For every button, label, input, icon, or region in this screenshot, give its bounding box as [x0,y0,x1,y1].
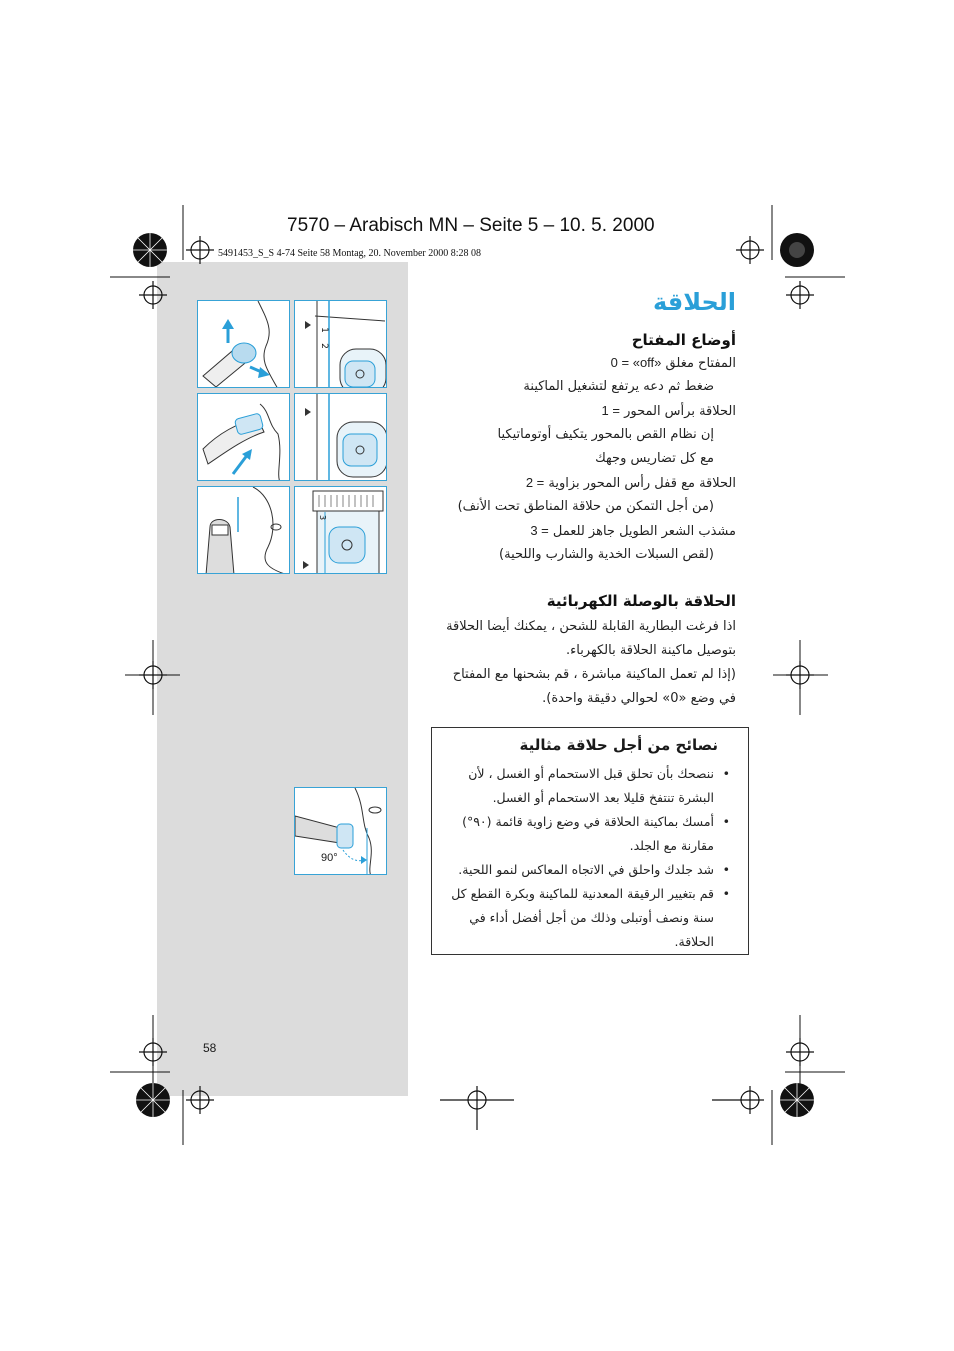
tips-box [431,727,749,955]
figure-switch-position-2 [294,393,387,481]
section-title: الحلاقة [652,288,736,316]
mode-1-text: الحلاقة برأس المحور [624,404,736,419]
figure-right-angle [294,787,387,875]
tip-item: • ننصحك بأن تحلق قبل الاستحمام أو الغسل ، لأن البشرة تنتفخ قليلا بعد الاستحمام أو الغسل. [448,762,730,810]
figure-switch-position-3 [294,486,387,574]
tips-heading: نصائح من أجل حلاقة مثالية [519,736,718,754]
tip-item: • أمسك بماكينة الحلاقة في وضع زاوية قائمة (٩٠°) مقارنة مع الجلد. [448,810,730,858]
figure-shaving-under-nose [197,393,290,481]
mode-0-line [611,355,736,371]
tips-list [448,762,730,954]
angle-label: 90° [321,852,338,864]
mains-shaving-paragraph-2: (إذا لم تعمل الماكينة مباشرة ، قم بشحنها مع المفتاح في وضع «0» لحوالي دقيقة واحدة). [452,667,736,706]
tip-item: • شد جلدك واحلق في الاتجاه المعاكس لنمو اللحية. [448,858,730,882]
mode-3-line [530,523,736,539]
tip-item: • قم بتغيير الرقيقة المعدنية للماكينة وبكرة القطع كل سنة ونصف أوتبلى وذلك من أجل أفضل أداء في الحلاقة. [448,882,730,954]
mode-3-text: مشذب الشعر الطويل جاهز للعمل [552,524,736,539]
figure-trimming-sideburns [197,486,290,574]
mode-2-text: الحلاقة مع قفل رأس المحور بزاوية [548,476,736,491]
mode-1-description-2: مع كل تضاريس وجهك [595,451,714,466]
print-info: 5491453_S_S 4-74 Seite 58 Montag, 20. November 2000 8:28 08 [218,248,482,259]
mains-shaving-heading: الحلاقة بالوصلة الكهربائية [546,592,736,610]
mode-0-key: 0 = «off» [610,355,662,370]
mains-shaving-paragraph-1: اذا فرغت البطارية القابلة للشحن ، يمكنك أيضا الحلاقة بتوصيل ماكينة الحلاقة بالكهرباء. [446,619,736,658]
mode-3-description: (لقص السبلات الخدية والشارب واللحية) [499,547,714,562]
figure-switch-position-1 [294,300,387,388]
switch-positions-heading: أوضاع المفتاح [631,331,736,349]
page-number: 58 [203,1041,217,1055]
mode-1-line [602,403,737,419]
figure-shaving-chin [197,300,290,388]
slider-label-1: 1 [318,327,329,333]
slider-label-2: 2 [318,343,329,349]
mode-2-line [526,475,736,491]
mode-3-key: 3 = [530,523,549,538]
mode-0-text: المفتاح مغلق [665,356,736,371]
mode-1-key: 1 = [601,403,620,418]
mode-2-key: 2 = [525,475,545,490]
mode-2-description: (من أجل التمكن من حلاقة المناطق تحت الأنف) [457,499,714,514]
mode-1-description: إن نظام القص بالمحور يتكيف أوتوماتيكيا [497,427,714,442]
mode-0-description: ضغط ثم دعه يرتفع لتشغيل الماكينة [523,379,714,394]
slider-label-3: 3 [318,514,328,521]
document-title: 7570 – Arabisch MN – Seite 5 – 10. 5. 2000 [287,215,655,236]
